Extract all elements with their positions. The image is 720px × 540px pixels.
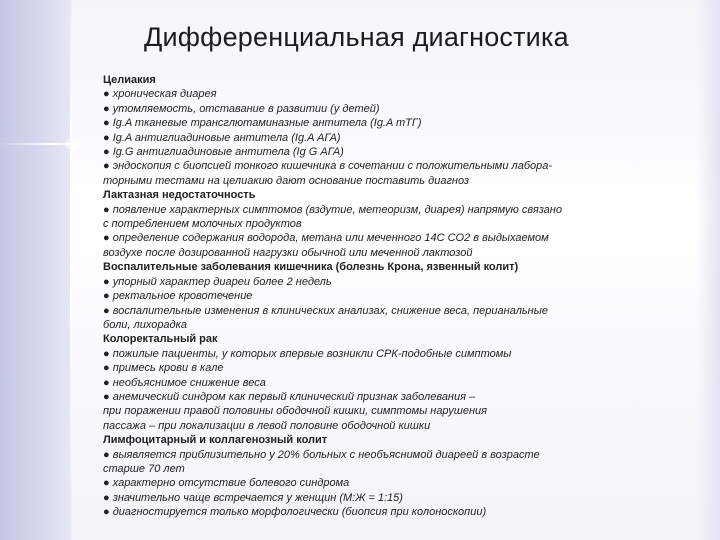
- sparkle-decoration: [64, 137, 78, 151]
- list-item: ● характерно отсутствие болевого синдрома: [103, 477, 350, 490]
- list-item: ● Ig.G антиглиадиновые антитела (Ig G АГА): [103, 146, 344, 159]
- section-heading: Воспалительные заболевания кишечника (болезнь Крона, язвенный колит): [103, 261, 519, 274]
- list-item: ● утомляемость, отставание в развитии (у детей): [103, 102, 380, 115]
- list-item: ● значительно чаще встречается у женщин (М:Ж = 1:15): [103, 491, 403, 504]
- list-item: боли, лихорадка: [103, 318, 187, 331]
- list-item: пассажа – при локализации в левой половине ободочной кишки: [103, 419, 431, 432]
- section-heading: Лактазная недостаточность: [103, 189, 256, 202]
- list-item: ● эндоскопия с биопсией тонкого кишечника в сочетании с положительными лабора-: [103, 160, 553, 173]
- list-item: ● появление характерных симптомов (вздутие, метеоризм, диарея) напрямую связано: [103, 203, 562, 216]
- list-item: ● анемический синдром как первый клинический признак заболевания –: [103, 390, 476, 403]
- section-heading: Лимфоцитарный и коллагенозный колит: [103, 434, 328, 447]
- list-item: ● выявляется приблизительно у 20% больных с необъяснимой диареей в возрасте: [103, 448, 540, 461]
- list-item: ● диагностируется только морфологически (биопсия при колоноскопии): [103, 506, 487, 519]
- slide-title: Дифференциальная диагностика: [144, 22, 569, 52]
- diagnosis-list: [103, 73, 603, 520]
- list-item: ● пожилые пациенты, у которых впервые возникли СРК-подобные симптомы: [103, 347, 512, 360]
- list-item: ● примесь крови в кале: [103, 362, 224, 375]
- list-item: ● определение содержания водорода, метана или меченного 14С СО2 в выдыхаемом: [103, 232, 549, 245]
- horizontal-accent-line: [0, 143, 96, 145]
- section-heading: Колоректальный рак: [103, 333, 218, 346]
- list-item: с потреблением молочных продуктов: [103, 218, 302, 231]
- right-decorative-band: [696, 0, 720, 540]
- list-item: торными тестами на целиакию дают основание поставить диагноз: [103, 174, 470, 187]
- list-item: ● Ig.A тканевые трансглютаминазные антитела (Ig.A тТГ): [103, 117, 422, 130]
- list-item: ● Ig.A антиглиадиновые антитела (Ig.A АГА): [103, 131, 341, 144]
- list-item: при поражении правой половины ободочной кишки, симптомы нарушения: [103, 405, 487, 418]
- list-item: ● хроническая диарея: [103, 88, 217, 101]
- vertical-accent-line: [70, 0, 72, 540]
- list-item: старше 70 лет: [103, 462, 185, 475]
- list-item: воздухе после дозированной нагрузки обычной или меченной лактозой: [103, 246, 473, 259]
- section-heading: Целиакия: [103, 74, 156, 86]
- list-item: ● воспалительные изменения в клинических анализах, снижение веса, перианальные: [103, 304, 548, 317]
- list-item: ● упорный характер диареи более 2 недель: [103, 275, 332, 288]
- list-item: ● необъяснимое снижение веса: [103, 376, 266, 389]
- list-item: ● ректальное кровотечение: [103, 290, 253, 303]
- left-decorative-band: [0, 0, 72, 540]
